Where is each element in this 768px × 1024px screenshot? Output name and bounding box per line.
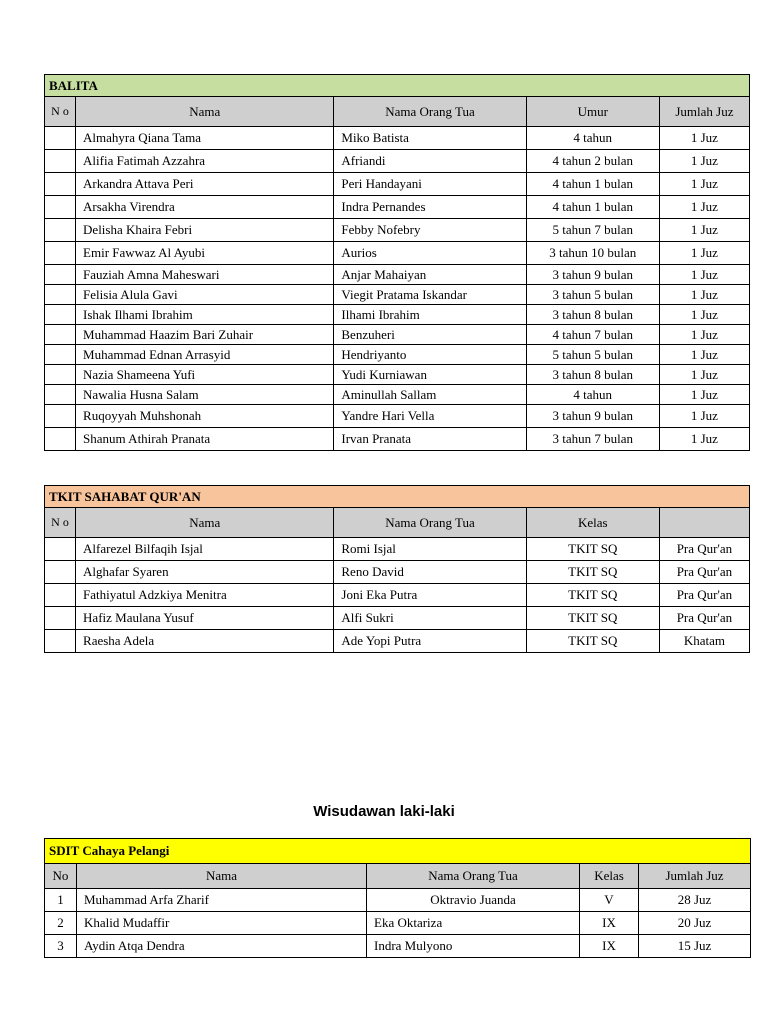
cell-orang-tua: Reno David xyxy=(334,561,526,584)
table-row xyxy=(45,219,750,242)
table-row xyxy=(45,325,750,345)
cell-orang-tua: Eka Oktariza xyxy=(367,912,580,935)
table-row xyxy=(45,405,750,428)
cell-orang-tua: Joni Eka Putra xyxy=(334,584,526,607)
cell-kelas: TKIT SQ xyxy=(526,607,659,630)
cell-nama: Delisha Khaira Febri xyxy=(76,219,334,242)
cell-jumlah-juz: 1 Juz xyxy=(659,345,749,365)
sdit-header-row xyxy=(45,864,751,889)
tkit-title: TKIT SAHABAT QUR'AN xyxy=(45,486,750,508)
header-nama: Nama xyxy=(76,508,334,538)
header-no: N o xyxy=(45,508,76,538)
sdit-table xyxy=(44,838,751,958)
table-row xyxy=(45,538,750,561)
cell-orang-tua: Yudi Kurniawan xyxy=(334,365,526,385)
cell-no xyxy=(45,150,76,173)
cell-umur: 3 tahun 9 bulan xyxy=(526,265,659,285)
cell-no xyxy=(45,196,76,219)
table-row xyxy=(45,584,750,607)
header-jumlah-juz: Jumlah Juz xyxy=(639,864,751,889)
cell-nama: Nawalia Husna Salam xyxy=(76,385,334,405)
header-nama: Nama xyxy=(77,864,367,889)
table-row xyxy=(45,150,750,173)
cell-orang-tua: Afriandi xyxy=(334,150,526,173)
cell-jumlah-juz: 1 Juz xyxy=(659,196,749,219)
cell-no xyxy=(45,561,76,584)
cell-nama: Muhammad Arfa Zharif xyxy=(77,889,367,912)
cell-no xyxy=(45,325,76,345)
cell-umur: 3 tahun 10 bulan xyxy=(526,242,659,265)
balita-header-row xyxy=(45,97,750,127)
cell-orang-tua: Oktravio Juanda xyxy=(367,889,580,912)
cell-no: 1 xyxy=(45,889,77,912)
cell-extra: Khatam xyxy=(659,630,749,653)
cell-umur: 3 tahun 8 bulan xyxy=(526,305,659,325)
cell-extra: Pra Qur'an xyxy=(659,538,749,561)
cell-kelas: TKIT SQ xyxy=(526,561,659,584)
table-row xyxy=(45,385,750,405)
cell-umur: 3 tahun 7 bulan xyxy=(526,428,659,451)
cell-orang-tua: Viegit Pratama Iskandar xyxy=(334,285,526,305)
cell-nama: Arsakha Virendra xyxy=(76,196,334,219)
header-extra xyxy=(659,508,749,538)
cell-nama: Nazia Shameena Yufi xyxy=(76,365,334,385)
table-row xyxy=(45,127,750,150)
cell-no xyxy=(45,538,76,561)
cell-umur: 4 tahun 2 bulan xyxy=(526,150,659,173)
cell-umur: 3 tahun 9 bulan xyxy=(526,405,659,428)
table-row xyxy=(45,285,750,305)
cell-kelas: V xyxy=(580,889,639,912)
sdit-title: SDIT Cahaya Pelangi xyxy=(45,839,751,864)
cell-nama: Ruqoyyah Muhshonah xyxy=(76,405,334,428)
cell-no xyxy=(45,219,76,242)
cell-jumlah-juz: 15 Juz xyxy=(639,935,751,958)
cell-orang-tua: Hendriyanto xyxy=(334,345,526,365)
table-row xyxy=(45,173,750,196)
cell-nama: Fauziah Amna Maheswari xyxy=(76,265,334,285)
cell-jumlah-juz: 28 Juz xyxy=(639,889,751,912)
table-row xyxy=(45,630,750,653)
cell-no xyxy=(45,345,76,365)
cell-no xyxy=(45,365,76,385)
balita-table xyxy=(44,74,750,451)
cell-jumlah-juz: 1 Juz xyxy=(659,285,749,305)
tkit-table xyxy=(44,485,750,653)
table-row xyxy=(45,935,751,958)
cell-umur: 4 tahun xyxy=(526,127,659,150)
cell-kelas: IX xyxy=(580,935,639,958)
cell-orang-tua: Alfi Sukri xyxy=(334,607,526,630)
cell-nama: Arkandra Attava Peri xyxy=(76,173,334,196)
cell-extra: Pra Qur'an xyxy=(659,584,749,607)
cell-orang-tua: Febby Nofebry xyxy=(334,219,526,242)
cell-nama: Fathiyatul Adzkiya Menitra xyxy=(76,584,334,607)
cell-no: 3 xyxy=(45,935,77,958)
cell-orang-tua: Romi Isjal xyxy=(334,538,526,561)
table-row xyxy=(45,345,750,365)
cell-jumlah-juz: 1 Juz xyxy=(659,405,749,428)
cell-nama: Aydin Atqa Dendra xyxy=(77,935,367,958)
table-row xyxy=(45,889,751,912)
cell-jumlah-juz: 1 Juz xyxy=(659,305,749,325)
table-row xyxy=(45,305,750,325)
cell-umur: 4 tahun xyxy=(526,385,659,405)
cell-orang-tua: Ade Yopi Putra xyxy=(334,630,526,653)
header-nama: Nama xyxy=(76,97,334,127)
cell-umur: 3 tahun 8 bulan xyxy=(526,365,659,385)
cell-nama: Raesha Adela xyxy=(76,630,334,653)
cell-nama: Khalid Mudaffir xyxy=(77,912,367,935)
cell-nama: Emir Fawwaz Al Ayubi xyxy=(76,242,334,265)
cell-orang-tua: Anjar Mahaiyan xyxy=(334,265,526,285)
cell-orang-tua: Indra Pernandes xyxy=(334,196,526,219)
cell-no xyxy=(45,127,76,150)
cell-no xyxy=(45,305,76,325)
cell-umur: 4 tahun 1 bulan xyxy=(526,196,659,219)
header-no: No xyxy=(45,864,77,889)
cell-umur: 4 tahun 7 bulan xyxy=(526,325,659,345)
header-kelas: Kelas xyxy=(580,864,639,889)
cell-kelas: TKIT SQ xyxy=(526,584,659,607)
header-orang-tua: Nama Orang Tua xyxy=(367,864,580,889)
cell-jumlah-juz: 1 Juz xyxy=(659,365,749,385)
cell-jumlah-juz: 1 Juz xyxy=(659,150,749,173)
cell-umur: 4 tahun 1 bulan xyxy=(526,173,659,196)
cell-umur: 5 tahun 7 bulan xyxy=(526,219,659,242)
table-row xyxy=(45,428,750,451)
sdit-title-row xyxy=(45,839,751,864)
header-kelas: Kelas xyxy=(526,508,659,538)
cell-umur: 5 tahun 5 bulan xyxy=(526,345,659,365)
tkit-title-row xyxy=(45,486,750,508)
cell-nama: Alifia Fatimah Azzahra xyxy=(76,150,334,173)
cell-no xyxy=(45,265,76,285)
cell-no xyxy=(45,173,76,196)
cell-no xyxy=(45,584,76,607)
header-orang-tua: Nama Orang Tua xyxy=(334,508,526,538)
cell-nama: Hafiz Maulana Yusuf xyxy=(76,607,334,630)
cell-jumlah-juz: 1 Juz xyxy=(659,173,749,196)
cell-nama: Felisia Alula Gavi xyxy=(76,285,334,305)
cell-nama: Shanum Athirah Pranata xyxy=(76,428,334,451)
cell-kelas: TKIT SQ xyxy=(526,630,659,653)
table-row xyxy=(45,365,750,385)
cell-no: 2 xyxy=(45,912,77,935)
cell-nama: Alghafar Syaren xyxy=(76,561,334,584)
cell-jumlah-juz: 1 Juz xyxy=(659,127,749,150)
table-row xyxy=(45,561,750,584)
cell-kelas: TKIT SQ xyxy=(526,538,659,561)
cell-kelas: IX xyxy=(580,912,639,935)
cell-orang-tua: Irvan Pranata xyxy=(334,428,526,451)
cell-umur: 3 tahun 5 bulan xyxy=(526,285,659,305)
cell-orang-tua: Indra Mulyono xyxy=(367,935,580,958)
cell-nama: Ishak Ilhami Ibrahim xyxy=(76,305,334,325)
header-orang-tua: Nama Orang Tua xyxy=(334,97,526,127)
cell-jumlah-juz: 1 Juz xyxy=(659,325,749,345)
table-row xyxy=(45,607,750,630)
header-jumlah-juz: Jumlah Juz xyxy=(659,97,749,127)
cell-orang-tua: Miko Batista xyxy=(334,127,526,150)
cell-jumlah-juz: 1 Juz xyxy=(659,385,749,405)
header-no: N o xyxy=(45,97,76,127)
cell-extra: Pra Qur'an xyxy=(659,607,749,630)
cell-nama: Almahyra Qiana Tama xyxy=(76,127,334,150)
cell-jumlah-juz: 20 Juz xyxy=(639,912,751,935)
cell-nama: Muhammad Ednan Arrasyid xyxy=(76,345,334,365)
cell-jumlah-juz: 1 Juz xyxy=(659,242,749,265)
cell-orang-tua: Benzuheri xyxy=(334,325,526,345)
cell-orang-tua: Yandre Hari Vella xyxy=(334,405,526,428)
cell-no xyxy=(45,630,76,653)
cell-nama: Alfarezel Bilfaqih Isjal xyxy=(76,538,334,561)
balita-title-row xyxy=(45,75,750,97)
cell-nama: Muhammad Haazim Bari Zuhair xyxy=(76,325,334,345)
section-heading: Wisudawan laki-laki xyxy=(313,803,455,820)
table-row xyxy=(45,242,750,265)
cell-no xyxy=(45,242,76,265)
cell-orang-tua: Peri Handayani xyxy=(334,173,526,196)
balita-title: BALITA xyxy=(45,75,750,97)
header-umur: Umur xyxy=(526,97,659,127)
cell-no xyxy=(45,405,76,428)
table-row xyxy=(45,196,750,219)
table-row xyxy=(45,265,750,285)
cell-no xyxy=(45,285,76,305)
tkit-header-row xyxy=(45,508,750,538)
cell-no xyxy=(45,385,76,405)
table-row xyxy=(45,912,751,935)
cell-jumlah-juz: 1 Juz xyxy=(659,265,749,285)
cell-orang-tua: Aurios xyxy=(334,242,526,265)
cell-no xyxy=(45,607,76,630)
cell-jumlah-juz: 1 Juz xyxy=(659,219,749,242)
cell-jumlah-juz: 1 Juz xyxy=(659,428,749,451)
cell-extra: Pra Qur'an xyxy=(659,561,749,584)
cell-orang-tua: Ilhami Ibrahim xyxy=(334,305,526,325)
cell-orang-tua: Aminullah Sallam xyxy=(334,385,526,405)
cell-no xyxy=(45,428,76,451)
